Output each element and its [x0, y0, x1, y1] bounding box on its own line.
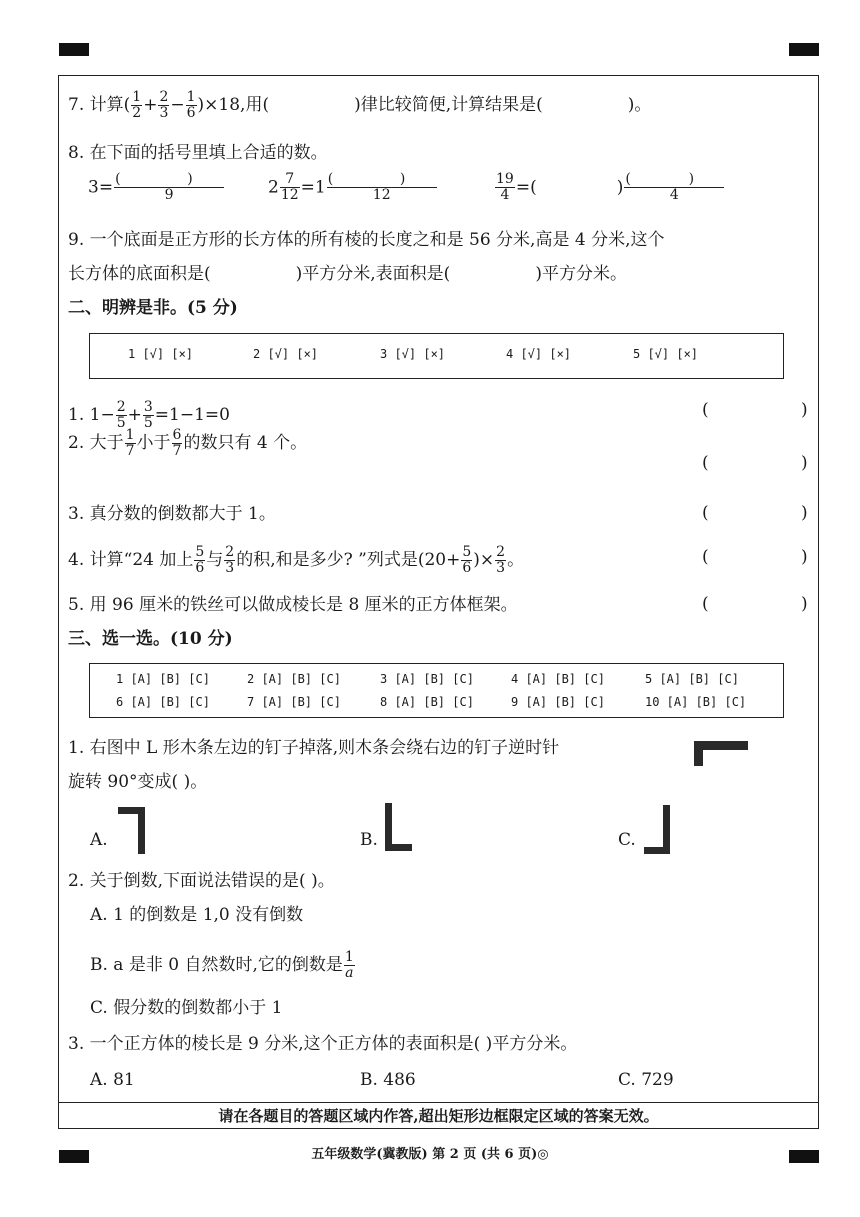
choice-q2: 2. 关于倒数,下面说法错误的是( )。: [68, 871, 335, 891]
tf-item-4: 4. 计算“24 加上 $\frac{5}{6}$ 与 $\frac{2}{3}$ 的积,和是多少? ”列式是(20+ $\frac{5}{6}$ )× $\frac{2}{3}$ 。: [68, 544, 525, 576]
page-footer: 五年级数学(冀教版) 第 2 页 (共 6 页)◎: [311, 1147, 549, 1162]
tf-option-5[interactable]: 5 [√] [×]: [633, 347, 699, 361]
answer-paren-close: ): [801, 400, 808, 420]
tf-item-3: 3. 真分数的倒数都大于 1。: [68, 504, 276, 524]
tf-item-1: 1. 1− $\frac{2}{5}$ + $\frac{3}{5}$ =1−1=0: [68, 399, 230, 431]
choice-option-8[interactable]: 8 [A] [B] [C]: [380, 695, 474, 709]
question-8-b: 2 $\frac{7}{12}$ =1 $\frac{( )}{12}$: [268, 172, 438, 203]
choice-q3-option-c: C. 729: [618, 1070, 674, 1090]
answer-paren-close: ): [801, 503, 808, 523]
choice-q1-option-b: B.: [360, 830, 378, 850]
choice-q3-option-a: A. 81: [90, 1070, 135, 1090]
answer-paren-close: ): [801, 453, 808, 473]
choice-q3: 3. 一个正方体的棱长是 9 分米,这个正方体的表面积是( )平方分米。: [68, 1034, 578, 1054]
registration-mark: [789, 43, 819, 56]
answer-area-notice: 请在各题目的答题区域内作答,超出矩形边框限定区域的答案无效。: [58, 1102, 819, 1130]
answer-paren-open: (: [702, 400, 709, 420]
question-9-line-1: 9. 一个底面是正方形的长方体的所有棱的长度之和是 56 分米,高是 4 分米,这个: [68, 230, 665, 250]
answer-paren-open: (: [702, 453, 709, 473]
answer-paren-open: (: [702, 547, 709, 567]
choice-option-5[interactable]: 5 [A] [B] [C]: [645, 672, 739, 686]
choice-option-6[interactable]: 6 [A] [B] [C]: [116, 695, 210, 709]
choice-q2-option-b: B. a 是非 0 自然数时,它的倒数是 $\frac{1}{a}$: [90, 949, 354, 981]
choice-option-1[interactable]: 1 [A] [B] [C]: [116, 672, 210, 686]
choice-q1-line-1: 1. 右图中 L 形木条左边的钉子掉落,则木条会绕右边的钉子逆时针: [68, 738, 560, 758]
tf-item-2: 2. 大于 $\frac{1}{7}$ 小于 $\frac{6}{7}$ 的数只有 4 个。: [68, 427, 308, 459]
answer-paren-open: (: [702, 503, 709, 523]
choice-q2-option-a: A. 1 的倒数是 1,0 没有倒数: [90, 905, 304, 925]
answer-paren-close: ): [801, 594, 808, 614]
tf-item-5: 5. 用 96 厘米的铁丝可以做成棱长是 8 厘米的正方体框架。: [68, 595, 518, 615]
choice-option-10[interactable]: 10 [A] [B] [C]: [645, 695, 747, 709]
tf-option-2[interactable]: 2 [√] [×]: [253, 347, 319, 361]
question-8-c: $\frac{19}{4}$ =( ) $\frac{( )}{4}$: [494, 172, 725, 203]
answer-paren-open: (: [702, 594, 709, 614]
choice-option-3[interactable]: 3 [A] [B] [C]: [380, 672, 474, 686]
choice-q1-option-a: A.: [90, 830, 108, 850]
choice-option-4[interactable]: 4 [A] [B] [C]: [511, 672, 605, 686]
tf-option-4[interactable]: 4 [√] [×]: [506, 347, 572, 361]
choice-option-9[interactable]: 9 [A] [B] [C]: [511, 695, 605, 709]
registration-mark: [59, 43, 89, 56]
choice-q1-option-c: C.: [618, 830, 636, 850]
question-8: 8. 在下面的括号里填上合适的数。: [68, 143, 328, 163]
section-3-title: 三、选一选。(10 分): [68, 629, 233, 649]
choice-q2-option-c: C. 假分数的倒数都小于 1: [90, 998, 283, 1018]
true-false-answer-box: [89, 333, 784, 379]
choice-q1-line-2: 旋转 90°变成( )。: [68, 772, 208, 792]
question-9-line-2: 长方体的底面积是( )平方分米,表面积是( )平方分米。: [68, 264, 627, 284]
question-7: 7. 计算( $\frac{1}{2}$ + $\frac{2}{3}$ − $\frac{1}{6}$ )×18,用( )律比较简便,计算结果是( )。: [68, 89, 652, 121]
choice-answer-box: [89, 663, 784, 718]
choice-q3-option-b: B. 486: [360, 1070, 416, 1090]
tf-option-1[interactable]: 1 [√] [×]: [128, 347, 194, 361]
choice-option-7[interactable]: 7 [A] [B] [C]: [247, 695, 341, 709]
section-2-title: 二、明辨是非。(5 分): [68, 298, 238, 318]
answer-paren-close: ): [801, 547, 808, 567]
question-8-a: 3= $\frac{( )}{9}$: [88, 172, 225, 203]
tf-option-3[interactable]: 3 [√] [×]: [380, 347, 446, 361]
choice-option-2[interactable]: 2 [A] [B] [C]: [247, 672, 341, 686]
